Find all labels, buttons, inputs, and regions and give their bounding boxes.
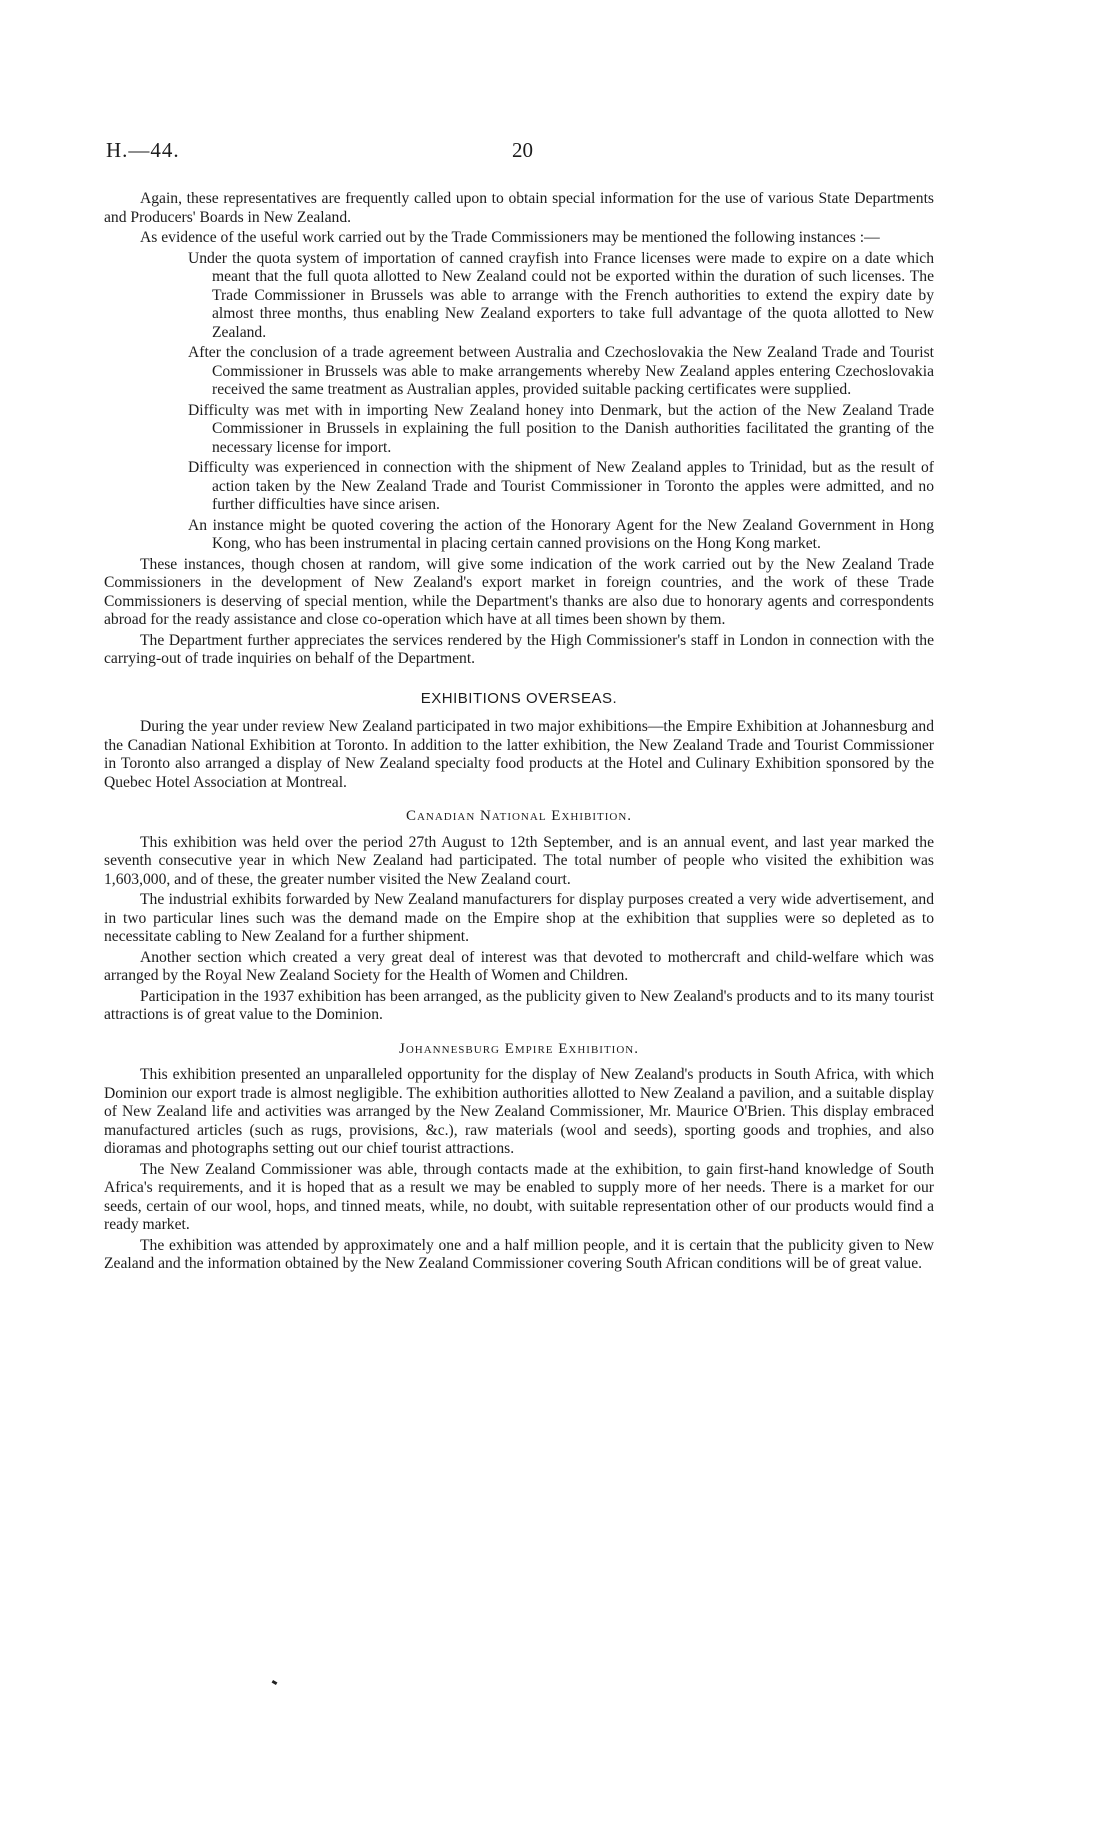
instance-czechoslovakia: After the conclusion of a trade agreement between Australia and Czechoslovakia the New Zealand Trade and Tourist Commissioner in Brussels was able to make arrangements whereby New Zealand apples entering Czechoslovakia received the same treatment as Australian apples, provided suitable packing certificates were supplied. bbox=[188, 344, 934, 398]
intro-paragraph-2: As evidence of the useful work carried out by the Trade Commissioners may be mentioned the following instances :— bbox=[140, 229, 880, 246]
johannesburg-exhibition-heading: Johannesburg Empire Exhibition. bbox=[399, 1040, 639, 1057]
canadian-paragraph-4: Participation in the 1937 exhibition has been arranged, as the publicity given to New Zealand's products and to its many tourist attractions is of great value to the Dominion. bbox=[104, 987, 934, 1023]
instance-crayfish: Under the quota system of importation of canned crayfish into France licenses were made to expire on a date which meant that the full quota allotted to New Zealand could not be exported within the duration of such licenses. The Trade Commissioner in Brussels was able to arrange with the French authorities to extend the expiry date by almost three months, thus enabling New Zealand exporters to take full advantage of the quota allotted to New Zealand. bbox=[188, 249, 934, 341]
exhibitions-heading: EXHIBITIONS OVERSEAS. bbox=[420, 689, 618, 707]
canadian-exhibition-heading: Canadian National Exhibition. bbox=[405, 808, 633, 824]
stray-ink-mark bbox=[272, 1680, 278, 1685]
johannesburg-paragraph-1: This exhibition presented an unparalleled opportunity for the display of New Zealand's products in South Africa, with which Dominion our export trade is almost negligible. The exhibition authorities allotted to New Zealand a pavilion, and a suitable display of New Zealand life and activities was arranged by the New Zealand Commissioner, Mr. Maurice O'Brien. This display embraced manufactured articles (such as rugs, provisions, &c.), raw materials (wool and seeds), sporting goods and trophies, and also dioramas and photographs setting out our chief tourist attractions. bbox=[104, 1066, 934, 1157]
johannesburg-paragraph-2: The New Zealand Commissioner was able, through contacts made at the exhibition, to gain first-hand knowledge of South Africa's requirements, and it is hoped that as a result we may be enabled to supply more of her needs. There is a market for our seeds, certain of our wool, hops, and tinned meats, while, no doubt, with suitable representation other of our products would find a ready market. bbox=[104, 1160, 934, 1233]
summary-paragraph-1: These instances, though chosen at random, will give some indication of the work carried out by the New Zealand Trade Commissioners in the development of New Zealand's export market in foreign countries, and the work of these Trade Commissioners is deserving of special mention, while the Department's thanks are also due to honorary agents and correspondents abroad for the ready assistance and close co-operation which have at all times been shown by them. bbox=[104, 555, 934, 628]
summary-paragraph-2: The Department further appreciates the services rendered by the High Commissioner's staff in London in connection with the carrying-out of trade inquiries on behalf of the Department. bbox=[104, 631, 934, 667]
instance-trinidad-apples: Difficulty was experienced in connection with the shipment of New Zealand apples to Trinidad, but as the result of action taken by the New Zealand Trade and Tourist Commissioner in Toronto the apples were admitted, and no further difficulties have since arisen. bbox=[188, 459, 934, 513]
instance-denmark-honey: Difficulty was met with in importing New Zealand honey into Denmark, but the action of the New Zealand Trade Commissioner in Brussels in explaining the full position to the Danish authorities facilitated the granting of the necessary license for import. bbox=[188, 401, 934, 456]
instance-hong-kong: An instance might be quoted covering the action of the Honorary Agent for the New Zealand Government in Hong Kong, who has been instrumental in placing certain canned provisions on the Hong Kong market. bbox=[188, 516, 934, 552]
exhibitions-intro: During the year under review New Zealand participated in two major exhibitions—the Empire Exhibition at Johannesburg and the Canadian National Exhibition at Toronto. In addition to the latter exhibition, the New Zealand Trade and Tourist Commissioner in Toronto also arranged a display of New Zealand specialty food products at the Hotel and Culinary Exhibition sponsored by the Quebec Hotel Association at Montreal. bbox=[104, 718, 934, 791]
page-body bbox=[104, 190, 934, 1276]
page-number: 20 bbox=[512, 138, 533, 162]
canadian-paragraph-1: This exhibition was held over the period 27th August to 12th September, and is an annual event, and last year marked the seventh consecutive year in which New Zealand had participated. The total number of people who visited the exhibition was 1,603,000, and of these, the greater number visited the New Zealand court. bbox=[104, 833, 934, 888]
intro-paragraph-1: Again, these representatives are frequently called upon to obtain special information for the use of various State Departments and Producers' Boards in New Zealand. bbox=[104, 190, 934, 226]
canadian-paragraph-3: Another section which created a very great deal of interest was that devoted to mothercraft and child-welfare which was arranged by the Royal New Zealand Society for the Health of Women and Children. bbox=[104, 948, 934, 984]
canadian-paragraph-2: The industrial exhibits forwarded by New Zealand manufacturers for display purposes created a very wide advertisement, and in two particular lines such was the demand made on the Empire shop at the exhibition that supplies were so depleted as to necessitate cabling to New Zealand for a further shipment. bbox=[104, 891, 934, 945]
report-reference: H.—44. bbox=[106, 138, 180, 162]
johannesburg-paragraph-3: The exhibition was attended by approximately one and a half million people, and it is certain that the publicity given to New Zealand and the information obtained by the New Zealand Commissioner covering South African conditions will be of great value. bbox=[104, 1236, 934, 1272]
